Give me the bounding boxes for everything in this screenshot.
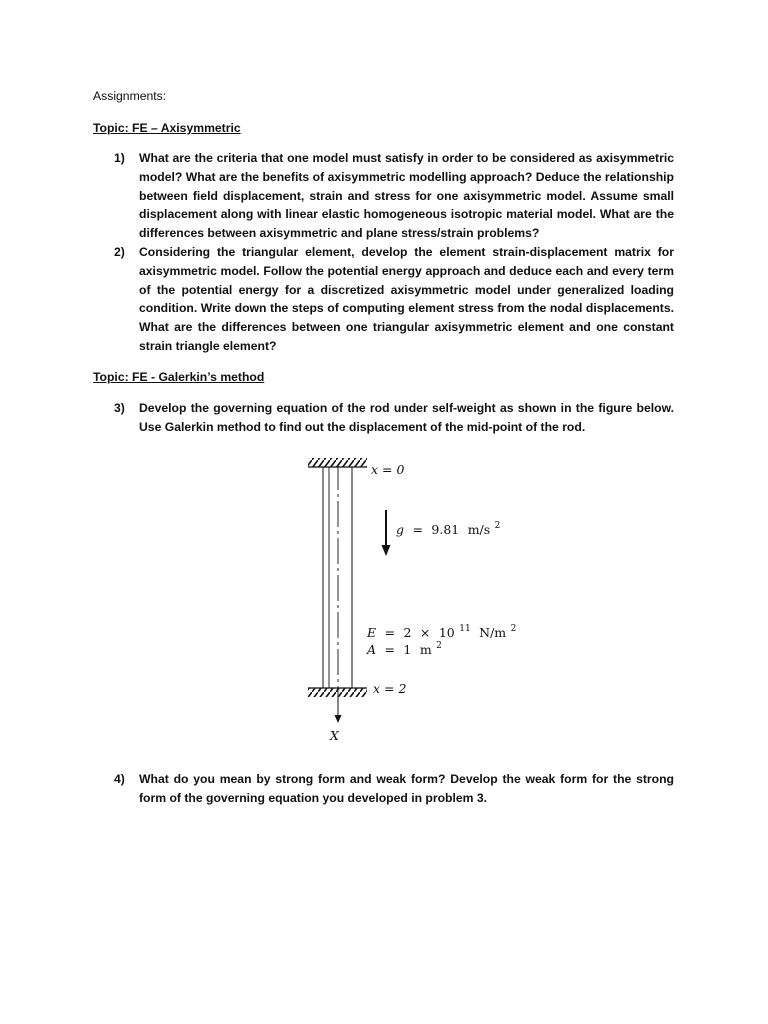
document-title: Assignments: <box>93 89 167 103</box>
modulus-coefficient: 2 <box>403 625 412 640</box>
x-axis-label: X <box>330 728 339 743</box>
area-symbol: A <box>367 642 377 657</box>
gravity-arrowhead <box>382 545 391 556</box>
x-axis-arrowhead <box>335 715 342 723</box>
equals-sign: = <box>384 625 396 640</box>
bottom-support-hatch <box>308 688 367 697</box>
area-unit: m <box>419 642 432 657</box>
modulus-symbol: E <box>367 625 377 640</box>
question-3 <box>114 399 674 437</box>
question-number: 4) <box>114 772 125 786</box>
gravity-exponent: 2 <box>494 521 501 531</box>
gravity-symbol: g <box>396 522 405 537</box>
topic-heading-axisymmetric: Topic: FE – Axisymmetric <box>93 121 241 135</box>
question-text: Develop the governing equation of the rod under self-weight as shown in the figure below. Use Galerkin method to find out the displacement of the mid-point of the rod. <box>139 401 674 434</box>
question-text: Considering the triangular element, develop the element strain-displacement matrix for axisymmetric model. Follow the potential energy approach and deduce each and every term of the potential energy for a discretized axisymmetric model under generalized loading condition. Write down the steps of computing element stress from the nodal displacements. What are the differences between one triangular axisymmetric element and one constant strain triangle element? <box>139 245 674 353</box>
gravity-value: 9.81 <box>431 522 460 537</box>
gravity-unit: m/s <box>467 522 491 537</box>
equals-sign: = <box>384 642 395 657</box>
area-unit-exponent: 2 <box>436 641 442 651</box>
rod-outline <box>323 467 352 688</box>
top-position-label <box>371 462 404 477</box>
top-support-hatch <box>308 458 367 467</box>
question-text: What do you mean by strong form and weak form? Develop the weak form for the strong form of the governing equation you developed in problem 3. <box>139 772 674 805</box>
modulus-unit-exponent: 2 <box>510 624 517 634</box>
question-2 <box>114 243 674 356</box>
rod-figure <box>300 452 520 752</box>
times-sign: × <box>419 625 431 640</box>
question-4 <box>114 770 674 808</box>
question-number: 1) <box>114 151 125 165</box>
rod-diagram <box>300 452 520 752</box>
question-number: 3) <box>114 401 125 415</box>
gravity-label <box>396 521 500 538</box>
area-label <box>366 641 442 658</box>
x-symbol: x = 2 <box>373 681 407 696</box>
equals-sign: = <box>412 522 423 537</box>
modulus-base: 10 <box>438 625 455 640</box>
question-1 <box>114 149 674 243</box>
x-symbol: x = 0 <box>371 462 405 477</box>
question-number: 2) <box>114 245 125 259</box>
bottom-position-label <box>373 681 406 696</box>
modulus-unit: N/m <box>479 625 507 640</box>
question-text: What are the criteria that one model must satisfy in order to be considered as axisymmetric model? What are the benefits of axisymmetric modelling approach? Deduce the relationship between field displacement, strain and stress for one axisymmetric model. Assume small displacement along with linear elastic homogeneous isotropic material model. What are the differences between axisymmetric and plane stress/strain problems? <box>139 151 674 241</box>
modulus-exponent: 11 <box>459 624 471 634</box>
area-value: 1 <box>403 642 412 657</box>
topic-heading-galerkin: Topic: FE - Galerkin’s method <box>93 370 265 384</box>
modulus-label <box>366 618 516 641</box>
